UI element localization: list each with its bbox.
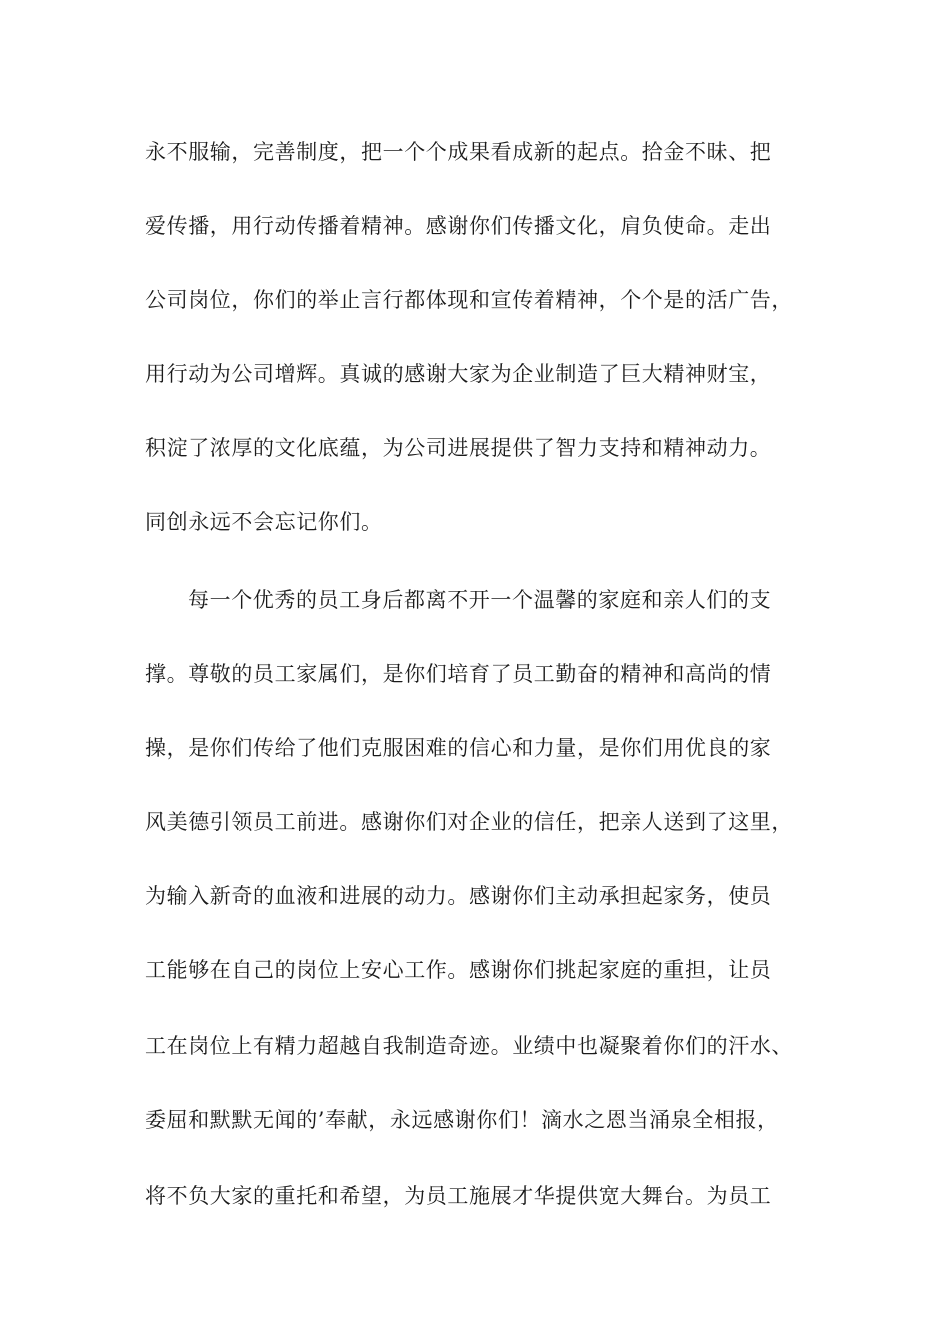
text-line: 爱传播，用行动传播着精神。感谢你们传播文化，肩负使命。走出 xyxy=(145,214,772,238)
text-line: 撑。尊敬的员工家属们，是你们培育了员工勤奋的精神和高尚的情 xyxy=(145,662,772,686)
text-line: 委屈和默默无闻的’奉献，永远感谢你们！滴水之恩当涌泉全相报， xyxy=(145,1108,779,1132)
text-line: 积淀了浓厚的文化底蕴，为公司进展提供了智力支持和精神动力。 xyxy=(145,436,772,460)
text-line: 工能够在自己的岗位上安心工作。感谢你们挑起家庭的重担，让员 xyxy=(145,958,772,982)
text-line: 为输入新奇的血液和进展的动力。感谢你们主动承担起家务，使员 xyxy=(145,884,772,908)
text-line: 永不服输，完善制度，把一个个成果看成新的起点。拾金不昧、把 xyxy=(145,140,772,164)
text-line: 工在岗位上有精力超越自我制造奇迹。业绩中也凝聚着你们的汗水、 xyxy=(145,1034,793,1058)
text-line: 风美德引领员工前进。感谢你们对企业的信任，把亲人送到了这里， xyxy=(145,810,793,834)
text-line: 同创永远不会忘记你们。 xyxy=(145,510,383,534)
paragraph-first-line: 每一个优秀的员工身后都离不开一个温馨的家庭和亲人们的支 xyxy=(188,588,772,612)
text-line: 操，是你们传给了他们克服困难的信心和力量，是你们用优良的家 xyxy=(145,736,772,760)
text-line: 将不负大家的重托和希望，为员工施展才华提供宽大舞台。为员工 xyxy=(145,1184,772,1208)
text-line: 用行动为公司增辉。真诚的感谢大家为企业制造了巨大精神财宝， xyxy=(145,362,772,386)
text-line: 公司岗位，你们的举止言行都体现和宣传着精神，个个是的活广告， xyxy=(145,288,793,312)
